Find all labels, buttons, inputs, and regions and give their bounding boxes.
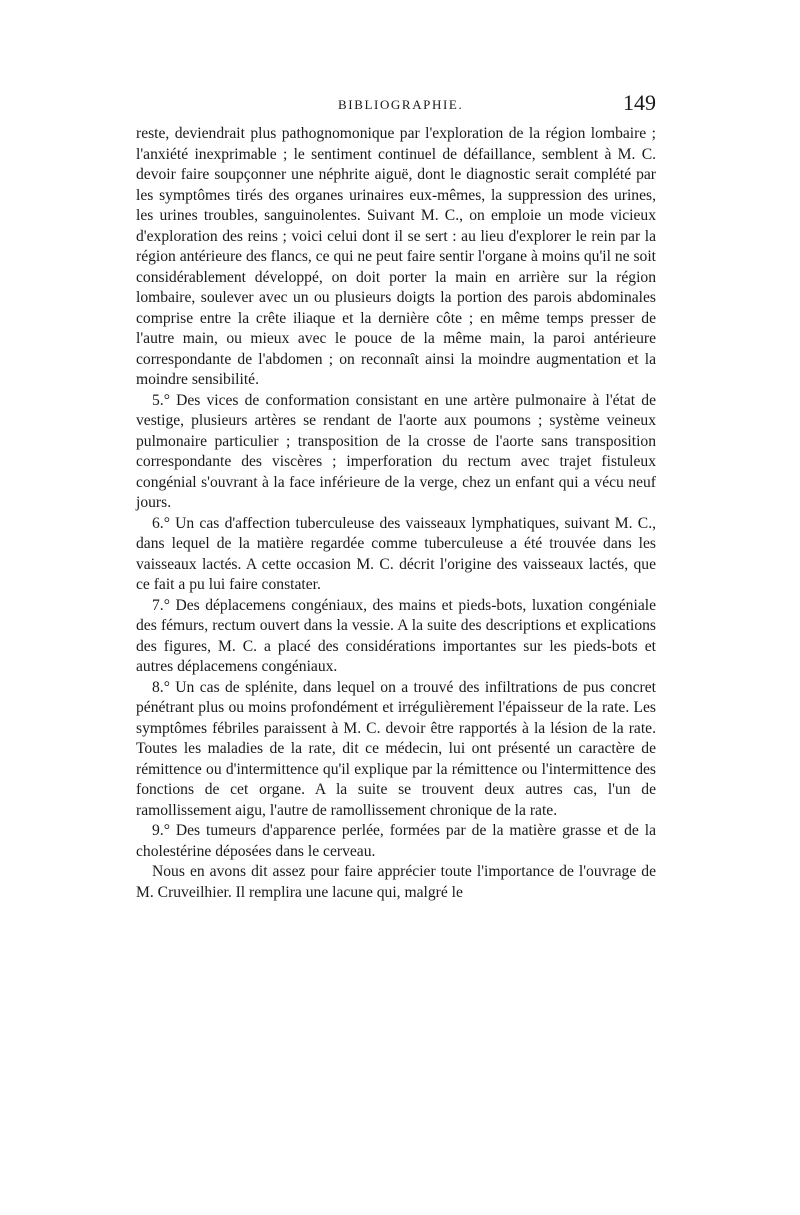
paragraph-item-7: 7.° Des déplacemens congéniaux, des mains et pieds-bots, luxation congéniale des fémurs, rectum ouvert dans la vessie. A la suite des descriptions et explications des figures, M. C. a placé des considérations importantes sur les pieds-bots et autres déplacemens congéniaux. bbox=[136, 596, 656, 675]
paragraph-item-9: 9.° Des tumeurs d'apparence perlée, formées par de la matière grasse et de la cholestérine déposées dans le cerveau. bbox=[136, 822, 656, 860]
paragraph-continuation: reste, deviendrait plus pathognomonique par l'exploration de la région lombaire ; l'anxiété inexprimable ; le sentiment continuel de défaillance, semblent à M. C. devoir faire soupçonner une néphrite aiguë, dont le diagnostic serait complété par les symptômes tirés des organes urinaires eux-mêmes, la suppression des urines, les urines troubles, sanguinolentes. Suivant M. C., on emploie un mode vicieux d'exploration des reins ; voici celui dont il se sert : au lieu d'explorer le rein par la région antérieure des flancs, ce qui ne peut faire sentir l'organe à moins qu'il ne soit considérablement développé, on doit porter la main en arrière sur la région lombaire, soulever avec un ou plusieurs doigts la portion des parois abdominales comprise entre la crête iliaque et la dernière côte ; en même temps presser de l'autre main, ou mieux avec le pouce de la même main, la paroi antérieure correspondante de l'abdomen ; on reconnaît ainsi la moindre augmentation et la moindre sensibilité. bbox=[136, 125, 656, 388]
page-number: 149 bbox=[623, 90, 656, 115]
body-text bbox=[136, 124, 656, 903]
paragraph-item-6: 6.° Un cas d'affection tuberculeuse des vaisseaux lymphatiques, suivant M. C., dans lequel de la matière regardée comme tuberculeuse a été trouvée dans les vaisseaux lactés. A cette occasion M. C. décrit l'origine des vaisseaux lactés, que ce fait a pu lui faire constater. bbox=[136, 514, 656, 593]
paragraph-conclusion: Nous en avons dit assez pour faire apprécier toute l'importance de l'ouvrage de M. Cruveilhier. Il remplira une lacune qui, malgré le bbox=[136, 863, 656, 901]
paragraph-item-8: 8.° Un cas de splénite, dans lequel on a trouvé des infiltrations de pus concret pénétrant plus ou moins profondément et irrégulièrement l'épaisseur de la rate. Les symptômes fébriles paraissent à M. C. devoir être rapportés à la lésion de la rate. Toutes les maladies de la rate, dit ce médecin, lui ont présenté un caractère de rémittence ou d'intermittence qu'il explique par la rémittence ou l'intermittence des fonctions de cet organe. A la suite se trouvent deux autres cas, l'un de ramollissement aigu, l'autre de ramollissement chronique de la rate. bbox=[136, 678, 656, 819]
running-title: BIBLIOGRAPHIE. bbox=[338, 97, 464, 112]
paragraph-item-5: 5.° Des vices de conformation consistant en une artère pulmonaire à l'état de vestige, plusieurs artères se rendant de l'aorte aux poumons ; système veineux pulmonaire particulier ; transposition de la crosse de l'aorte sans transposition correspondante des viscères ; imperforation du rectum avec trajet fistuleux congénial s'ouvrant à la face inférieure de la verge, chez un enfant qui a vécu neuf jours. bbox=[136, 391, 656, 511]
book-page bbox=[136, 90, 656, 903]
page-header bbox=[136, 90, 656, 124]
